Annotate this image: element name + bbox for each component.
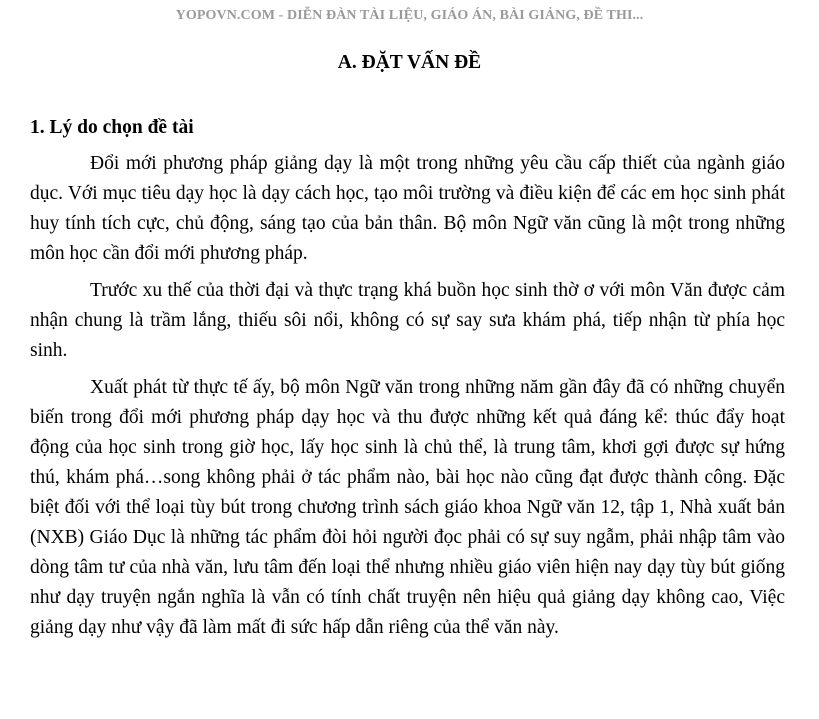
section-heading: 1. Lý do chọn đề tài [30, 117, 194, 138]
paragraph-2: Trước xu thế của thời đại và thực trạng khá buồn học sinh thờ ơ với môn Văn được cảm nhận chung là trầm lắng, thiếu sôi nổi, không có sự say sưa khám phá, tiếp nhận từ phía học sinh. [30, 280, 785, 361]
paragraph-1: Đổi mới phương pháp giảng dạy là một trong những yêu cầu cấp thiết của ngành giáo dục. Với mục tiêu dạy học là dạy cách học, tạo môi trường và điều kiện để các em học sinh phát huy tính tích cực, chủ động, sáng tạo của bản thân. Bộ môn Ngữ văn cũng là một trong những môn học cần đổi mới phương pháp. [30, 153, 785, 264]
paragraph-3: Xuất phát từ thực tế ấy, bộ môn Ngữ văn trong những năm gần đây đã có những chuyển biến trong đổi mới phương pháp dạy học và thu được những kết quả đáng kể: thúc đẩy hoạt động của học sinh trong giờ học, lấy học sinh là chủ thể, là trung tâm, khơi gợi được sự hứng thú, khám phá…song không phải ở tác phẩm nào, bài học nào cũng đạt được thành công. Đặc biệt đối với thể loại tùy bút trong chương trình sách giáo khoa Ngữ văn 12, tập 1, Nhà xuất bản (NXB) Giáo Dục là những tác phẩm đòi hỏi người đọc phải có sự suy ngẫm, phải nhập tâm vào dòng tâm tư của nhà văn, lưu tâm đến loại thể nhưng nhiều giáo viên hiện nay dạy tùy bút giống như dạy truyện ngắn nghĩa là vẫn có tính chất truyện nên hiệu quả giảng dạy không cao, Việc giảng dạy như vậy đã làm mất đi sức hấp dẫn riêng của thể văn này. [30, 377, 785, 638]
document-title: A. ĐẶT VẤN ĐỀ [337, 52, 482, 73]
watermark-header: YOPOVN.COM - DIỄN ĐÀN TÀI LIỆU, GIÁO ÁN, BÀI GIẢNG, ĐỀ THI... [175, 8, 644, 23]
body-text [30, 149, 785, 650]
